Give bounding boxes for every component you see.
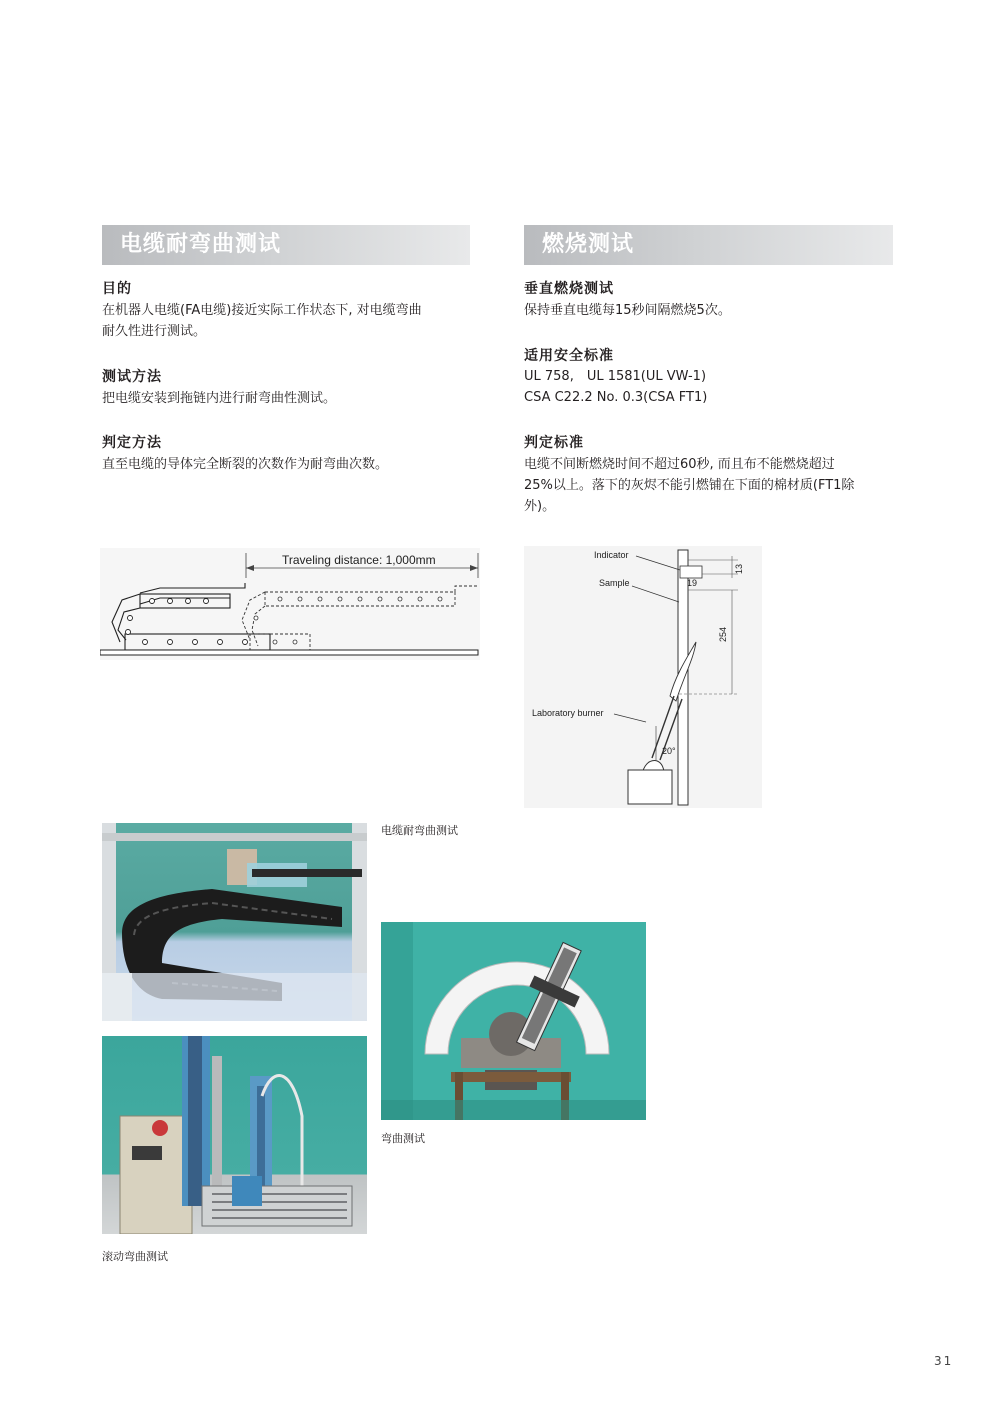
purpose-line-1: 在机器人电缆(FA电缆)接近实际工作状态下, 对电缆弯曲 xyxy=(102,303,422,318)
page-number: 31 xyxy=(934,1354,954,1368)
cable-bend-test-photo xyxy=(102,823,367,1021)
criteria-line-2: 25%以上。落下的灰烬不能引燃铺在下面的棉材质(FT1除 xyxy=(524,478,855,493)
photo2-caption: 弯曲测试 xyxy=(381,1132,425,1145)
flame-test-banner xyxy=(524,225,893,265)
criteria-line-1: 电缆不间断燃烧时间不超过60秒, 而且布不能燃烧超过 xyxy=(524,457,835,472)
angle-label: 20° xyxy=(662,746,676,756)
method-text: 把电缆安装到拖链内进行耐弯曲性测试。 xyxy=(102,391,337,406)
safety-standard-heading: 适用安全标准 xyxy=(524,348,614,364)
judgement-text: 直至电缆的导体完全断裂的次数作为耐弯曲次数。 xyxy=(102,457,389,472)
criteria-heading: 判定标准 xyxy=(524,435,584,451)
photo3-caption: 滚动弯曲测试 xyxy=(102,1250,168,1263)
dim-19: 19 xyxy=(687,578,698,588)
dim-13: 13 xyxy=(734,563,744,574)
bend-test-banner xyxy=(102,225,470,265)
banner-title: 电缆耐弯曲测试 xyxy=(120,232,282,257)
rolling-bend-test-photo xyxy=(102,1036,367,1234)
vertical-flame-text: 保持垂直电缆每15秒间隔燃烧5次。 xyxy=(524,303,731,318)
safety-standard-line-1: UL 758, UL 1581(UL VW-1) xyxy=(524,369,707,384)
banner-title: 燃烧测试 xyxy=(542,232,635,257)
cable-chain-diagram xyxy=(100,548,480,660)
burner-label: Laboratory burner xyxy=(532,708,604,718)
bending-test-photo xyxy=(381,922,646,1120)
purpose-heading: 目的 xyxy=(102,281,132,297)
vertical-flame-heading: 垂直燃烧测试 xyxy=(524,281,614,297)
method-heading: 测试方法 xyxy=(102,369,162,385)
flame-test-diagram xyxy=(524,546,762,808)
sample-label: Sample xyxy=(599,578,630,588)
traveling-distance-label: Traveling distance: 1,000mm xyxy=(282,553,436,567)
safety-standard-line-2: CSA C22.2 No. 0.3(CSA FT1) xyxy=(524,390,708,405)
indicator-label: Indicator xyxy=(594,550,629,560)
criteria-line-3: 外)。 xyxy=(524,499,556,514)
photo1-caption: 电缆耐弯曲测试 xyxy=(381,824,458,837)
dim-254: 254 xyxy=(718,626,728,642)
purpose-line-2: 耐久性进行测试。 xyxy=(102,324,207,339)
judgement-heading: 判定方法 xyxy=(102,435,162,451)
